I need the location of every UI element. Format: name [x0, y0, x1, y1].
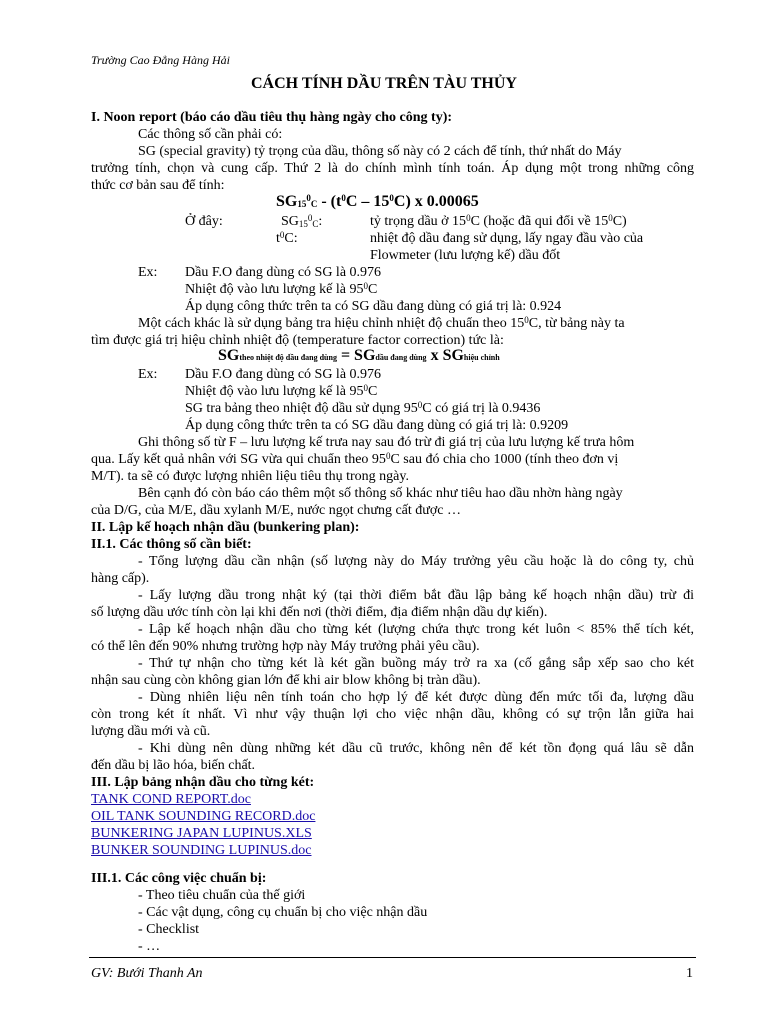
record-para-line-2: qua. Lấy kết quả nhân với SG vừa qui chuẩn theo $95^0C$ sau đó chia cho 1000 (tính theo đơn vị: [91, 451, 619, 467]
page-title: CÁCH TÍNH DẦU TRÊN TÀU THỦY: [251, 75, 517, 92]
bunker-item-2-line-1: - Lấy lượng dầu trong nhật ký (tại thời điểm bắt đầu lập bảng kế hoạch nhận dầu) trừ đi: [138, 588, 694, 603]
ex1-line-3: Áp dụng công thức trên ta có SG dầu đang dùng có giá trị là: 0.924: [185, 299, 562, 314]
bunker-item-2-line-2: số lượng dầu ước tính còn lại khi đến nơi (thời điểm, địa điểm nhận dầu dự kiến).: [91, 605, 548, 620]
sg-para-line-1: SG (special gravity) tỷ trọng của dầu, thông số này có 2 cách để tính, thứ nhất do Máy: [138, 144, 622, 159]
bunker-item-1-line-2: hàng cấp).: [91, 571, 150, 586]
def-t-text-2: Flowmeter (lưu lượng kế) dầu đốt: [370, 248, 561, 263]
footer-author: GV: Bưới Thanh An: [91, 966, 203, 981]
alt-para-line-1: Một cách khác là sử dụng bảng tra hiệu chỉnh nhiệt độ chuẩn theo $15^0C$, từ bảng này ta: [138, 315, 625, 331]
link-bunkering-japan-lupinus[interactable]: BUNKERING JAPAN LUPINUS.XLS: [91, 826, 312, 841]
formula-sg-correction: SGtheo nhiệt độ dầu đang dùng = SGdầu đang dùng x SGhiệu chỉnh: [218, 347, 500, 364]
ex1-label: Ex:: [138, 265, 158, 280]
bunker-item-5-line-3: lượng dầu mới và cũ.: [91, 724, 211, 739]
bunker-item-4-line-1: - Thứ tự nhận cho từng két là két gần buồng máy trở ra xa (cố gắng sắp xếp sao cho két: [138, 656, 694, 671]
prep-item-1: - Theo tiêu chuẩn của thế giới: [138, 888, 306, 903]
record-para-line-3: M/T). ta sẽ có được lượng nhiên liệu tiêu thụ trong ngày.: [91, 469, 409, 484]
bunker-item-5-line-2: còn trong két ít nhất. Vì như vậy thuận lợi cho việc nhận dầu, không có sự trộn lẫn giữa hai: [91, 707, 694, 722]
besides-para-line-2: của D/G, của M/E, dầu xylanh M/E, nước ngọt chưng cất được …: [91, 503, 461, 518]
bunker-item-5-line-1: - Dùng nhiên liệu nên tính toán cho hợp lý để két được dùng đến mức tối đa, lượng dầu: [138, 690, 694, 705]
prep-item-3: - Checklist: [138, 922, 200, 937]
def-sg15-term: $SG_{15}^0_C$:: [281, 213, 323, 229]
ex1-line-1: Dầu F.O đang dùng có SG là 0.976: [185, 265, 382, 280]
footer-rule: [89, 957, 696, 958]
alt-para-line-2: tìm được giá trị hiệu chỉnh nhiệt độ (temperature factor correction) tức là:: [91, 333, 504, 348]
section-1-heading: I. Noon report (báo cáo dầu tiêu thụ hàng ngày cho công ty):: [91, 110, 453, 125]
formula-sg15: $SG_{15}^0_C - (t^0C - 15^0C)$ x 0.00065: [276, 193, 479, 210]
record-para-line-1: Ghi thông số từ F – lưu lượng kế trưa nay sau đó trừ đi giá trị của lưu lượng kế trưa hôm: [138, 435, 635, 450]
prep-item-2: - Các vật dụng, công cụ chuẩn bị cho việc nhận dầu: [138, 905, 428, 920]
def-t-term: $t^0C$:: [276, 230, 298, 246]
section-2-1-heading: II.1. Các thông số cần biết:: [91, 537, 252, 552]
def-sg15-text: tỷ trọng dầu ở $15^0C$ (hoặc đã qui đổi về $15^0C$): [370, 213, 627, 229]
ex2-line-2: Nhiệt độ vào lưu lượng kế là $95^0C$: [185, 383, 378, 399]
ex2-label: Ex:: [138, 367, 158, 382]
ex2-line-4: Áp dụng công thức trên ta có SG dầu đang dùng có giá trị là: 0.9209: [185, 418, 569, 433]
def-t-text-1: nhiệt độ dầu đang sử dụng, lấy ngay đầu vào của: [370, 231, 644, 246]
where-label: Ở đây:: [185, 214, 223, 229]
section-3-heading: III. Lập bảng nhận dầu cho từng két:: [91, 775, 315, 790]
link-oil-tank-sounding-record[interactable]: OIL TANK SOUNDING RECORD.doc: [91, 809, 316, 824]
sg-para-line-2: trưởng tính, chọn và cung cấp. Thứ 2 là do chính mình tính toán. Áp dụng một trong những công: [91, 161, 694, 176]
bunker-item-4-line-2: nhận sau cùng còn không gian lớn để khi air blow không bị tràn dầu).: [91, 673, 481, 688]
besides-para-line-1: Bên cạnh đó còn báo cáo thêm một số thông số khác như tiêu hao dầu nhờn hàng ngày: [138, 486, 623, 501]
bunker-item-1-line-1: - Tổng lượng dầu cần nhận (số lượng này do Máy trưởng yêu cầu hoặc là do công ty, chủ: [138, 554, 694, 569]
prep-item-4: - …: [138, 939, 161, 954]
bunker-item-3-line-1: - Lập kế hoạch nhận dầu cho từng két (lượng chứa thực trong két luôn < 85% thể tích két,: [138, 622, 694, 637]
link-tank-cond-report[interactable]: TANK COND REPORT.doc: [91, 792, 251, 807]
bunker-item-6-line-2: đến dầu bị lão hóa, biến chất.: [91, 758, 256, 773]
params-intro: Các thông số cần phải có:: [138, 127, 283, 142]
page-number: 1: [686, 966, 693, 981]
bunker-item-6-line-1: - Khi dùng nên dùng những két dầu cũ trước, không nên để két tồn đọng quá lâu sẽ dẫn: [138, 741, 694, 756]
bunker-item-3-line-2: có thể lên đến 90% nhưng trường hợp này Máy trưởng phải yêu cầu).: [91, 639, 480, 654]
ex2-line-3: SG tra bảng theo nhiệt độ dầu sử dụng $95^0C$ có giá trị là 0.9436: [185, 400, 541, 416]
sg-para-line-3: thức cơ bản sau để tính:: [91, 178, 225, 193]
link-bunker-sounding-lupinus[interactable]: BUNKER SOUNDING LUPINUS.doc: [91, 843, 312, 858]
ex1-line-2: Nhiệt độ vào lưu lượng kế là $95^0C$: [185, 281, 378, 297]
section-3-1-heading: III.1. Các công việc chuẩn bị:: [91, 871, 267, 886]
header-school: Trường Cao Đẳng Hàng Hải: [91, 53, 230, 67]
ex2-line-1: Dầu F.O đang dùng có SG là 0.976: [185, 367, 382, 382]
section-2-heading: II. Lập kế hoạch nhận dầu (bunkering plan):: [91, 520, 360, 535]
